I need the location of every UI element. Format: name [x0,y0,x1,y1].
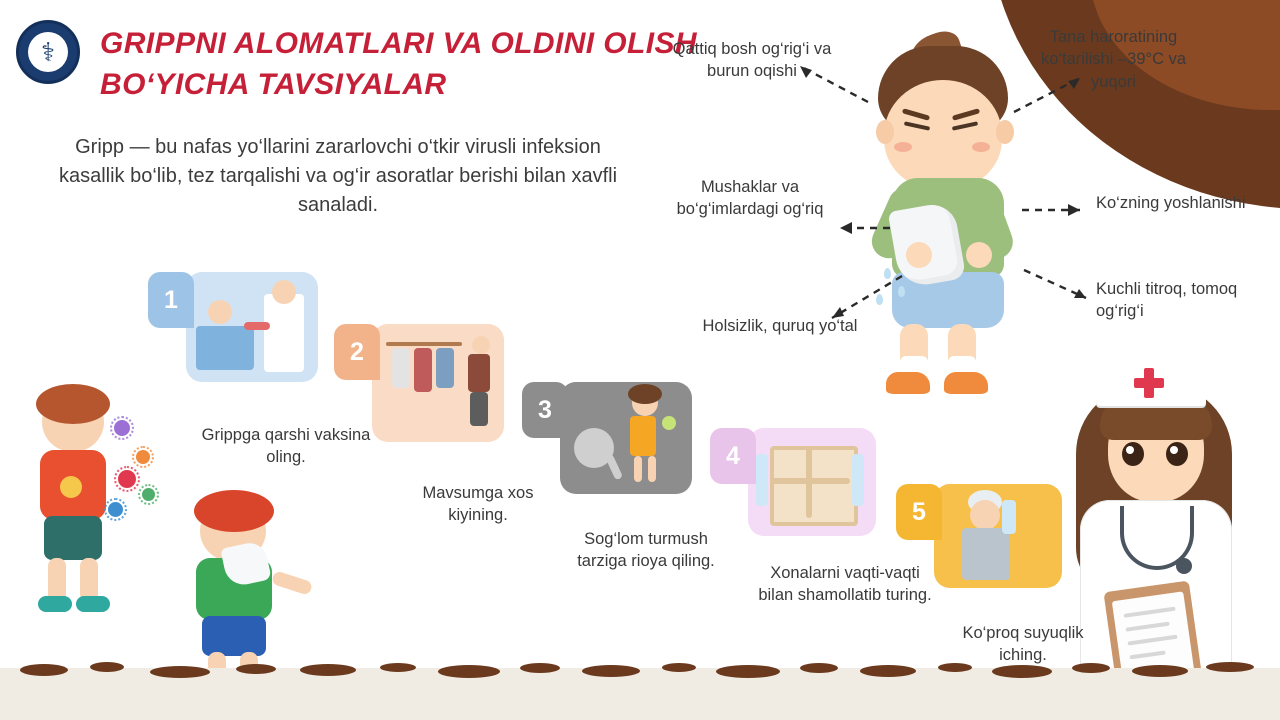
doctor-head-shape [272,280,296,304]
racket-handle [605,454,623,481]
step-3-card[interactable] [560,382,692,494]
girl-hair-shape [628,384,662,404]
step-1-number: 1 [148,272,194,328]
person-body-shape [962,528,1010,580]
girl-leg-left [634,456,642,482]
eye-highlight-right [1170,446,1178,454]
ground-speck [90,662,124,672]
step-4-number: 4 [710,428,756,484]
air-flow-left [756,454,768,506]
step-3-number: 3 [522,382,568,438]
ground-speck [438,665,500,678]
hair [36,384,110,424]
open-window-icon [770,446,858,526]
intro-paragraph: Gripp — bu nafas yo‘llarini zararlovchi o‘tkir virusli infeksion kasallik bo‘lib, tez tarqalishi va og‘ir asoratlar berishi bilan xavfli sanaladi. [58,136,618,216]
shoe-right [76,596,110,612]
hanging-coat [414,348,432,392]
shoe-left [886,372,930,398]
ground-speck [20,664,68,676]
step-5-card[interactable] [934,484,1062,588]
arrow-to-muscle-pain-icon [828,218,892,238]
ground-speck [800,663,838,673]
ground-speck [380,663,416,672]
arrow-to-headache-icon [790,58,870,108]
clipboard-line [1124,607,1176,618]
ground-speck [662,663,696,672]
ground-speck [236,664,276,674]
person-body-shape [468,354,490,392]
window-transom [770,478,850,484]
symptom-label-high-temperature: Tana haroratining ko‘tarilishi –39°C va yuqori [1040,28,1187,91]
arrow-to-watery-eyes-icon [1020,200,1092,220]
page-title: GRIPPNI ALOMATLARI VA OLDINI OLISH BO‘YICHA TAVSIYALAR [100,27,697,101]
step-2-text: Mavsumga xos kiyining. [422,484,534,525]
eye-highlight-left [1126,446,1134,454]
hair [194,490,274,532]
ground-speck [1206,662,1254,672]
girl-dress-shape [630,416,656,456]
cheek-left [894,142,912,152]
hand-right [966,242,992,268]
step-1-text: Grippga qarshi vaksina oling. [201,426,371,467]
head [884,80,1002,190]
symptom-label-muscle-joint-pain: Mushaklar va bo‘g‘imlardagi og‘riq [676,178,824,219]
ground-speck [582,665,640,677]
ground-speck [992,665,1052,678]
eye-right [1166,442,1188,466]
virus-icon [108,502,123,517]
star-badge [60,476,82,498]
hand-left [906,242,932,268]
coughing-child-illustration [8,392,158,622]
arrow-to-temperature-icon [1010,70,1090,116]
girl-leg-right [648,456,656,482]
shoe-right [944,372,988,398]
hanging-jacket [436,348,454,388]
doctor-coat-shape [264,294,304,372]
ground-speck [1132,665,1188,677]
syringe-icon [244,322,270,330]
symptom-label-chills-sore-throat: Kuchli titroq, tomoq og‘rig‘i [1096,280,1238,321]
ear-right [996,120,1014,144]
ground-speck [716,665,780,678]
medical-emblem-icon: ⚕ [40,37,56,67]
step-5-number: 5 [896,484,942,540]
person-head-shape [970,500,1000,530]
step-2-card[interactable] [372,324,504,442]
step-4-card[interactable] [748,428,876,536]
ground-speck [860,665,916,677]
symptom-label-watery-eyes: Ko‘zning yoshlanishi [1096,194,1246,212]
step-5-text: Ko‘proq suyuqlik iching. [962,624,1084,665]
virus-icon [136,450,150,464]
logo-inner-circle [28,32,68,72]
virus-icon [114,420,130,436]
step-1-card[interactable] [186,272,318,382]
organization-logo [16,20,80,84]
virus-icon [118,470,136,488]
stethoscope-bell-icon [1176,558,1192,574]
ground-speck [300,664,356,676]
hanging-shirt [392,348,410,388]
person-legs-shape [470,392,488,426]
ear-left [876,120,894,144]
child-head-shape [208,300,232,324]
arrow-to-weakness-icon [818,272,904,324]
arrow-to-chills-icon [1022,262,1100,306]
drinking-water-icon [1002,500,1016,534]
wardrobe-icon [386,342,462,346]
cheek-right [972,142,990,152]
eye-left [1122,442,1144,466]
ground-speck [150,666,210,678]
symptom-label-weakness-dry-cough: Holsizlik, quruq yo‘tal [702,317,858,335]
shorts [44,516,102,560]
symptom-label-headache-runny-nose: Qattiq bosh og‘rig‘i va burun oqishi [672,40,832,81]
ground-speck [520,663,560,673]
step-3-text: Sog‘lom turmush tarziga rioya qiling. [577,530,715,571]
red-cross-icon [1134,378,1164,388]
air-flow-right [852,454,864,506]
arm-right [271,570,313,596]
person-head-shape [472,336,490,354]
step-4-text: Xonalarni vaqti-vaqti bilan shamollatib turing. [758,564,932,605]
tennis-ball-icon [662,416,676,430]
step-2-number: 2 [334,324,380,380]
virus-icon [142,488,155,501]
vaccination-icon [196,326,254,370]
shoe-left [38,596,72,612]
